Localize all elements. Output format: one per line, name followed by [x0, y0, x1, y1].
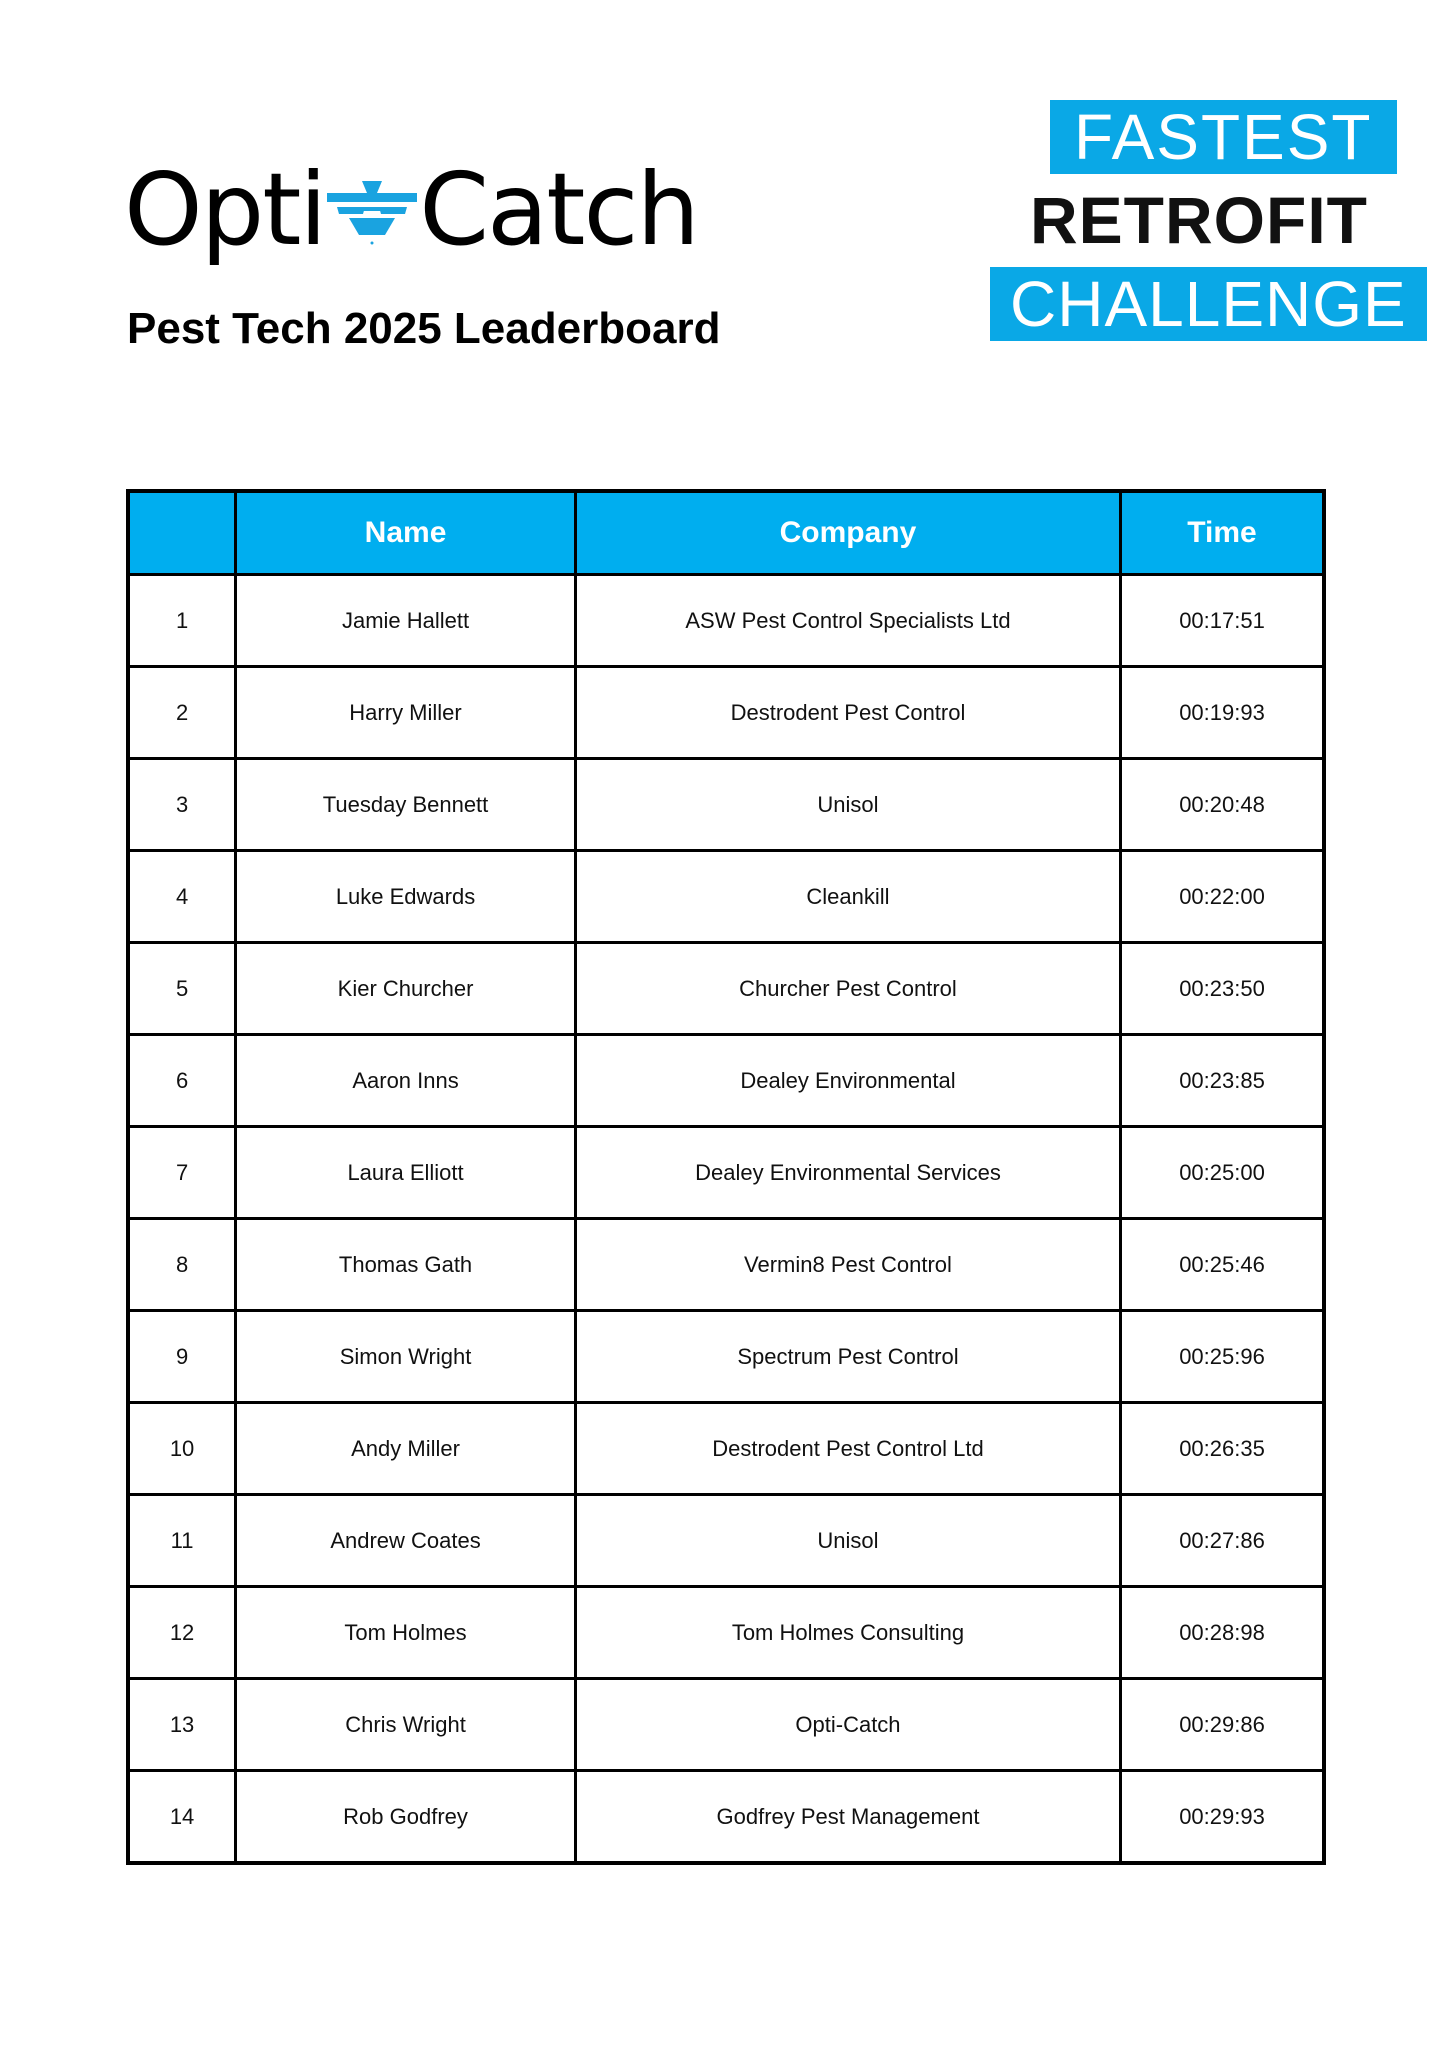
logo-text-catch: Catch	[419, 151, 698, 268]
column-header-company: Company	[575, 491, 1120, 575]
table-row	[128, 943, 1324, 1035]
rank-cell: 3	[128, 759, 236, 851]
table-row	[128, 1311, 1324, 1403]
table-row	[128, 1127, 1324, 1219]
name-cell: Simon Wright	[236, 1311, 576, 1403]
table-row	[128, 759, 1324, 851]
rank-cell: 9	[128, 1311, 236, 1403]
table-row	[128, 667, 1324, 759]
name-cell: Harry Miller	[236, 667, 576, 759]
badge-line-retrofit: RETROFIT	[1030, 183, 1368, 258]
company-cell: Destrodent Pest Control	[575, 667, 1120, 759]
column-header-name: Name	[236, 491, 576, 575]
name-cell: Aaron Inns	[236, 1035, 576, 1127]
column-header-rank	[128, 491, 236, 575]
badge-line-challenge: CHALLENGE	[990, 267, 1427, 341]
table-row	[128, 851, 1324, 943]
rank-cell: 2	[128, 667, 236, 759]
name-cell: Laura Elliott	[236, 1127, 576, 1219]
company-cell: Dealey Environmental	[575, 1035, 1120, 1127]
table-row	[128, 1403, 1324, 1495]
name-cell: Tom Holmes	[236, 1587, 576, 1679]
company-cell: Spectrum Pest Control	[575, 1311, 1120, 1403]
rank-cell: 13	[128, 1679, 236, 1771]
company-cell: Cleankill	[575, 851, 1120, 943]
time-cell: 00:25:96	[1121, 1311, 1324, 1403]
name-cell: Andrew Coates	[236, 1495, 576, 1587]
trap-icon	[327, 181, 417, 251]
company-cell: Godfrey Pest Management	[575, 1771, 1120, 1864]
rank-cell: 1	[128, 575, 236, 667]
name-cell: Rob Godfrey	[236, 1771, 576, 1864]
name-cell: Andy Miller	[236, 1403, 576, 1495]
rank-cell: 4	[128, 851, 236, 943]
time-cell: 00:25:46	[1121, 1219, 1324, 1311]
time-cell: 00:17:51	[1121, 575, 1324, 667]
leaderboard-table	[126, 489, 1326, 1865]
name-cell: Kier Churcher	[236, 943, 576, 1035]
logo-text-opti: Opti	[124, 151, 326, 268]
time-cell: 00:23:85	[1121, 1035, 1324, 1127]
company-cell: Destrodent Pest Control Ltd	[575, 1403, 1120, 1495]
table-row	[128, 575, 1324, 667]
rank-cell: 12	[128, 1587, 236, 1679]
time-cell: 00:20:48	[1121, 759, 1324, 851]
fastest-retrofit-challenge-badge	[990, 100, 1410, 341]
company-cell: Unisol	[575, 759, 1120, 851]
company-cell: Dealey Environmental Services	[575, 1127, 1120, 1219]
company-cell: Churcher Pest Control	[575, 943, 1120, 1035]
name-cell: Chris Wright	[236, 1679, 576, 1771]
time-cell: 00:22:00	[1121, 851, 1324, 943]
time-cell: 00:27:86	[1121, 1495, 1324, 1587]
column-header-time: Time	[1121, 491, 1324, 575]
time-cell: 00:29:93	[1121, 1771, 1324, 1864]
company-cell: Tom Holmes Consulting	[575, 1587, 1120, 1679]
time-cell: 00:28:98	[1121, 1587, 1324, 1679]
company-cell: Unisol	[575, 1495, 1120, 1587]
rank-cell: 11	[128, 1495, 236, 1587]
table-row	[128, 1219, 1324, 1311]
company-cell: Opti-Catch	[575, 1679, 1120, 1771]
opti-catch-logo	[124, 151, 698, 268]
name-cell: Tuesday Bennett	[236, 759, 576, 851]
rank-cell: 10	[128, 1403, 236, 1495]
rank-cell: 5	[128, 943, 236, 1035]
name-cell: Jamie Hallett	[236, 575, 576, 667]
rank-cell: 14	[128, 1771, 236, 1864]
time-cell: 00:29:86	[1121, 1679, 1324, 1771]
company-cell: ASW Pest Control Specialists Ltd	[575, 575, 1120, 667]
name-cell: Thomas Gath	[236, 1219, 576, 1311]
rank-cell: 7	[128, 1127, 236, 1219]
time-cell: 00:25:00	[1121, 1127, 1324, 1219]
table-row	[128, 1771, 1324, 1864]
table-row	[128, 1035, 1324, 1127]
time-cell: 00:26:35	[1121, 1403, 1324, 1495]
page-title: Pest Tech 2025 Leaderboard	[127, 304, 721, 353]
table-header-row	[128, 491, 1324, 575]
rank-cell: 6	[128, 1035, 236, 1127]
table-row	[128, 1495, 1324, 1587]
time-cell: 00:19:93	[1121, 667, 1324, 759]
company-cell: Vermin8 Pest Control	[575, 1219, 1120, 1311]
table-row	[128, 1587, 1324, 1679]
name-cell: Luke Edwards	[236, 851, 576, 943]
rank-cell: 8	[128, 1219, 236, 1311]
time-cell: 00:23:50	[1121, 943, 1324, 1035]
badge-line-fastest: FASTEST	[1050, 100, 1397, 174]
table-row	[128, 1679, 1324, 1771]
